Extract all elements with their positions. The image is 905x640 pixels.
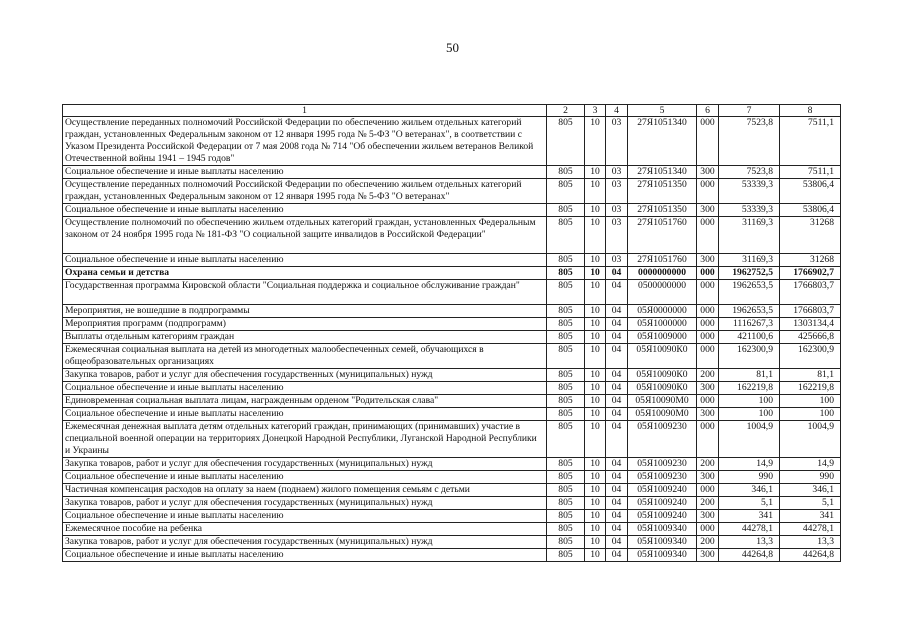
row-subsection-code: 04 [606, 408, 628, 421]
row-target-article: 05Я1009240 [628, 497, 697, 510]
row-ministry-code: 805 [547, 318, 585, 331]
row-section-code: 10 [585, 305, 606, 318]
table-row [63, 510, 841, 523]
header-cell-expense-type: 6 [697, 105, 719, 117]
row-expense-type: 000 [697, 344, 719, 369]
row-target-article: 05Я1000000 [628, 318, 697, 331]
row-target-article: 05Я1009230 [628, 471, 697, 484]
row-amount-year1: 346,1 [719, 484, 780, 497]
row-target-article: 05Я10090К0 [628, 369, 697, 382]
table-row [63, 179, 841, 204]
row-subsection-code: 04 [606, 267, 628, 280]
row-amount-year2: 53806,4 [780, 179, 841, 204]
row-amount-year2: 100 [780, 395, 841, 408]
row-ministry-code: 805 [547, 523, 585, 536]
row-expense-type: 000 [697, 179, 719, 204]
row-name-cell: Социальное обеспечение и иные выплаты населению [63, 166, 547, 179]
row-ministry-code: 805 [547, 217, 585, 254]
row-section-code: 10 [585, 382, 606, 395]
row-amount-year1: 53339,3 [719, 179, 780, 204]
row-ministry-code: 805 [547, 484, 585, 497]
header-cell-name: 1 [63, 105, 547, 117]
row-amount-year1: 1962653,5 [719, 305, 780, 318]
row-amount-year1: 44264,8 [719, 549, 780, 562]
row-name-cell: Ежемесячная социальная выплата на детей из многодетных малообеспеченных семей, обучающихся в общеобразовательных организациях [63, 344, 547, 369]
row-section-code: 10 [585, 318, 606, 331]
row-name-cell: Мероприятия, не вошедшие в подпрограммы [63, 305, 547, 318]
row-subsection-code: 04 [606, 471, 628, 484]
row-name-cell: Социальное обеспечение и иные выплаты населению [63, 549, 547, 562]
row-section-code: 10 [585, 204, 606, 217]
row-target-article: 05Я1009340 [628, 523, 697, 536]
row-amount-year1: 421100,6 [719, 331, 780, 344]
row-amount-year1: 1004,9 [719, 421, 780, 458]
row-amount-year1: 14,9 [719, 458, 780, 471]
row-expense-type: 300 [697, 382, 719, 395]
row-name-cell: Частичная компенсация расходов на оплату за наем (поднаем) жилого помещения семьям с детьми [63, 484, 547, 497]
row-section-code: 10 [585, 510, 606, 523]
row-expense-type: 000 [697, 523, 719, 536]
row-expense-type: 300 [697, 166, 719, 179]
row-target-article: 05Я1009340 [628, 549, 697, 562]
row-expense-type: 200 [697, 497, 719, 510]
row-amount-year1: 100 [719, 395, 780, 408]
row-amount-year1: 81,1 [719, 369, 780, 382]
row-subsection-code: 04 [606, 369, 628, 382]
row-name-cell: Социальное обеспечение и иные выплаты населению [63, 382, 547, 395]
row-subsection-code: 04 [606, 510, 628, 523]
row-name-cell: Ежемесячная денежная выплата детям отдельных категорий граждан, принимающих (принимавших) участие в специальной военной операции на территориях Донецкой Народной Республики, Луганской Народной Республики и Украины [63, 421, 547, 458]
table-row [63, 217, 841, 254]
header-cell-amount-year1: 7 [719, 105, 780, 117]
table-row [63, 344, 841, 369]
row-name-cell: Социальное обеспечение и иные выплаты населению [63, 204, 547, 217]
table-row [63, 166, 841, 179]
row-subsection-code: 04 [606, 395, 628, 408]
row-section-code: 10 [585, 395, 606, 408]
row-expense-type: 000 [697, 395, 719, 408]
row-ministry-code: 805 [547, 395, 585, 408]
table-row [63, 369, 841, 382]
row-name-cell: Социальное обеспечение и иные выплаты населению [63, 471, 547, 484]
row-ministry-code: 805 [547, 421, 585, 458]
row-ministry-code: 805 [547, 254, 585, 267]
row-section-code: 10 [585, 536, 606, 549]
row-name-cell: Осуществление переданных полномочий Российской Федерации по обеспечению жильем отдельных категорий граждан, установленных Федеральным законом от 12 января 1995 года № 5-ФЗ "О ветеранах", в соответствии с Указом Президента Российской Федерации от 7 мая 2008 года № 714 "Об обеспечении жильем ветеранов Великой Отечественной войны 1941 – 1945 годов" [63, 117, 547, 166]
row-section-code: 10 [585, 369, 606, 382]
row-subsection-code: 03 [606, 217, 628, 254]
row-amount-year2: 341 [780, 510, 841, 523]
row-target-article: 05Я1009340 [628, 536, 697, 549]
row-ministry-code: 805 [547, 408, 585, 421]
row-amount-year1: 31169,3 [719, 217, 780, 254]
row-subsection-code: 04 [606, 305, 628, 318]
row-expense-type: 000 [697, 318, 719, 331]
row-subsection-code: 04 [606, 523, 628, 536]
row-amount-year2: 7511,1 [780, 166, 841, 179]
table-row [63, 523, 841, 536]
row-section-code: 10 [585, 471, 606, 484]
row-amount-year2: 1303134,4 [780, 318, 841, 331]
row-target-article: 27Я1051760 [628, 217, 697, 254]
table-row [63, 471, 841, 484]
row-target-article: 05Я10090К0 [628, 344, 697, 369]
row-section-code: 10 [585, 484, 606, 497]
row-name-cell: Осуществление полномочий по обеспечению жильем отдельных категорий граждан, установленных Федеральным законом от 24 ноября 1995 года № 181-ФЗ "О социальной защите инвалидов в Российской Федерации" [63, 217, 547, 254]
row-subsection-code: 04 [606, 318, 628, 331]
row-amount-year2: 81,1 [780, 369, 841, 382]
header-cell-amount-year2: 8 [780, 105, 841, 117]
row-subsection-code: 04 [606, 484, 628, 497]
table-row [63, 382, 841, 395]
table-row [63, 421, 841, 458]
row-section-code: 10 [585, 254, 606, 267]
row-ministry-code: 805 [547, 536, 585, 549]
header-cell-subsection: 4 [606, 105, 628, 117]
row-amount-year2: 44278,1 [780, 523, 841, 536]
table-row [63, 536, 841, 549]
table-row [63, 117, 841, 166]
row-expense-type: 000 [697, 331, 719, 344]
row-target-article: 05Я10090М0 [628, 408, 697, 421]
row-amount-year1: 162219,8 [719, 382, 780, 395]
row-target-article: 05Я1009000 [628, 331, 697, 344]
row-amount-year2: 1004,9 [780, 421, 841, 458]
row-amount-year1: 1116267,3 [719, 318, 780, 331]
row-amount-year2: 162300,9 [780, 344, 841, 369]
row-name-cell: Закупка товаров, работ и услуг для обеспечения государственных (муниципальных) нужд [63, 536, 547, 549]
row-subsection-code: 04 [606, 549, 628, 562]
row-section-code: 10 [585, 331, 606, 344]
row-expense-type: 000 [697, 267, 719, 280]
row-subsection-code: 04 [606, 331, 628, 344]
table-row [63, 254, 841, 267]
table-row [63, 549, 841, 562]
row-subsection-code: 04 [606, 497, 628, 510]
row-subsection-code: 04 [606, 382, 628, 395]
row-expense-type: 300 [697, 510, 719, 523]
row-expense-type: 000 [697, 280, 719, 305]
row-amount-year1: 13,3 [719, 536, 780, 549]
row-subsection-code: 03 [606, 179, 628, 204]
row-target-article: 05Я1009240 [628, 510, 697, 523]
row-ministry-code: 805 [547, 179, 585, 204]
row-expense-type: 300 [697, 408, 719, 421]
row-expense-type: 000 [697, 421, 719, 458]
row-expense-type: 000 [697, 484, 719, 497]
row-target-article: 27Я1051350 [628, 204, 697, 217]
row-target-article: 0500000000 [628, 280, 697, 305]
row-subsection-code: 03 [606, 254, 628, 267]
row-section-code: 10 [585, 549, 606, 562]
row-name-cell: Социальное обеспечение и иные выплаты населению [63, 254, 547, 267]
row-section-code: 10 [585, 408, 606, 421]
row-section-code: 10 [585, 497, 606, 510]
budget-table [62, 104, 841, 562]
row-amount-year1: 990 [719, 471, 780, 484]
row-amount-year2: 44264,8 [780, 549, 841, 562]
header-cell-target-article: 5 [628, 105, 697, 117]
row-section-code: 10 [585, 267, 606, 280]
row-subsection-code: 03 [606, 204, 628, 217]
row-subsection-code: 04 [606, 421, 628, 458]
row-ministry-code: 805 [547, 166, 585, 179]
row-amount-year1: 31169,3 [719, 254, 780, 267]
row-amount-year1: 44278,1 [719, 523, 780, 536]
row-amount-year1: 162300,9 [719, 344, 780, 369]
row-ministry-code: 805 [547, 549, 585, 562]
row-name-cell: Мероприятия программ (подпрограмм) [63, 318, 547, 331]
row-name-cell: Осуществление переданных полномочий Российской Федерации по обеспечению жильем отдельных категорий граждан, установленных Федеральным законом от 12 января 1995 года № 5-ФЗ "О ветеранах" [63, 179, 547, 204]
row-amount-year1: 53339,3 [719, 204, 780, 217]
header-cell-ministry: 2 [547, 105, 585, 117]
row-amount-year2: 5,1 [780, 497, 841, 510]
row-amount-year2: 1766803,7 [780, 305, 841, 318]
row-subsection-code: 04 [606, 458, 628, 471]
row-amount-year1: 7523,8 [719, 166, 780, 179]
row-expense-type: 300 [697, 204, 719, 217]
row-name-cell: Социальное обеспечение и иные выплаты населению [63, 408, 547, 421]
row-name-cell: Единовременная социальная выплата лицам, награжденным орденом "Родительская слава" [63, 395, 547, 408]
table-row [63, 395, 841, 408]
row-amount-year2: 990 [780, 471, 841, 484]
row-target-article: 05Я1009230 [628, 458, 697, 471]
row-subsection-code: 03 [606, 166, 628, 179]
row-target-article: 05Я1009230 [628, 421, 697, 458]
row-ministry-code: 805 [547, 382, 585, 395]
row-amount-year1: 100 [719, 408, 780, 421]
row-amount-year1: 1962653,5 [719, 280, 780, 305]
row-amount-year2: 1766803,7 [780, 280, 841, 305]
table-row [63, 408, 841, 421]
row-subsection-code: 04 [606, 280, 628, 305]
row-expense-type: 000 [697, 217, 719, 254]
row-section-code: 10 [585, 166, 606, 179]
row-name-cell: Ежемесячное пособие на ребенка [63, 523, 547, 536]
table-row [63, 305, 841, 318]
row-target-article: 27Я1051760 [628, 254, 697, 267]
table-row [63, 204, 841, 217]
row-target-article: 27Я1051340 [628, 117, 697, 166]
table-row [63, 267, 841, 280]
row-expense-type: 000 [697, 117, 719, 166]
table-row [63, 484, 841, 497]
row-ministry-code: 805 [547, 497, 585, 510]
row-section-code: 10 [585, 280, 606, 305]
table-row [63, 280, 841, 305]
page-number: 50 [446, 40, 459, 55]
row-target-article: 27Я1051340 [628, 166, 697, 179]
row-ministry-code: 805 [547, 458, 585, 471]
row-ministry-code: 805 [547, 280, 585, 305]
row-amount-year1: 7523,8 [719, 117, 780, 166]
row-amount-year2: 13,3 [780, 536, 841, 549]
row-name-cell: Закупка товаров, работ и услуг для обеспечения государственных (муниципальных) нужд [63, 369, 547, 382]
row-ministry-code: 805 [547, 117, 585, 166]
row-section-code: 10 [585, 179, 606, 204]
row-subsection-code: 04 [606, 344, 628, 369]
row-amount-year2: 53806,4 [780, 204, 841, 217]
table-row [63, 331, 841, 344]
row-expense-type: 200 [697, 458, 719, 471]
row-ministry-code: 805 [547, 305, 585, 318]
row-amount-year2: 31268 [780, 217, 841, 254]
row-section-code: 10 [585, 523, 606, 536]
row-expense-type: 200 [697, 369, 719, 382]
row-section-code: 10 [585, 458, 606, 471]
table-row [63, 318, 841, 331]
row-amount-year2: 346,1 [780, 484, 841, 497]
row-expense-type: 000 [697, 305, 719, 318]
row-ministry-code: 805 [547, 471, 585, 484]
row-name-cell: Государственная программа Кировской области "Социальная поддержка и социальное обслуживание граждан" [63, 280, 547, 305]
row-amount-year2: 162219,8 [780, 382, 841, 395]
row-name-cell: Закупка товаров, работ и услуг для обеспечения государственных (муниципальных) нужд [63, 497, 547, 510]
row-amount-year1: 1962752,5 [719, 267, 780, 280]
header-cell-section: 3 [585, 105, 606, 117]
table-row [63, 458, 841, 471]
row-ministry-code: 805 [547, 369, 585, 382]
row-amount-year2: 425666,8 [780, 331, 841, 344]
row-name-cell: Закупка товаров, работ и услуг для обеспечения государственных (муниципальных) нужд [63, 458, 547, 471]
row-ministry-code: 805 [547, 344, 585, 369]
table-row [63, 497, 841, 510]
row-expense-type: 300 [697, 471, 719, 484]
row-name-cell: Охрана семьи и детства [63, 267, 547, 280]
row-target-article: 0000000000 [628, 267, 697, 280]
row-target-article: 05Я0000000 [628, 305, 697, 318]
row-name-cell: Выплаты отдельным категориям граждан [63, 331, 547, 344]
row-target-article: 05Я1009240 [628, 484, 697, 497]
row-target-article: 05Я10090К0 [628, 382, 697, 395]
row-section-code: 10 [585, 217, 606, 254]
row-ministry-code: 805 [547, 204, 585, 217]
row-subsection-code: 03 [606, 117, 628, 166]
row-section-code: 10 [585, 421, 606, 458]
row-target-article: 05Я10090М0 [628, 395, 697, 408]
row-amount-year2: 31268 [780, 254, 841, 267]
row-expense-type: 200 [697, 536, 719, 549]
row-amount-year2: 100 [780, 408, 841, 421]
row-section-code: 10 [585, 344, 606, 369]
row-ministry-code: 805 [547, 331, 585, 344]
row-expense-type: 300 [697, 254, 719, 267]
row-amount-year2: 1766902,7 [780, 267, 841, 280]
row-amount-year2: 7511,1 [780, 117, 841, 166]
row-amount-year1: 5,1 [719, 497, 780, 510]
header-row [63, 105, 841, 117]
row-ministry-code: 805 [547, 510, 585, 523]
row-amount-year2: 14,9 [780, 458, 841, 471]
row-ministry-code: 805 [547, 267, 585, 280]
row-name-cell: Социальное обеспечение и иные выплаты населению [63, 510, 547, 523]
row-expense-type: 300 [697, 549, 719, 562]
row-section-code: 10 [585, 117, 606, 166]
row-target-article: 27Я1051350 [628, 179, 697, 204]
row-subsection-code: 04 [606, 536, 628, 549]
row-amount-year1: 341 [719, 510, 780, 523]
